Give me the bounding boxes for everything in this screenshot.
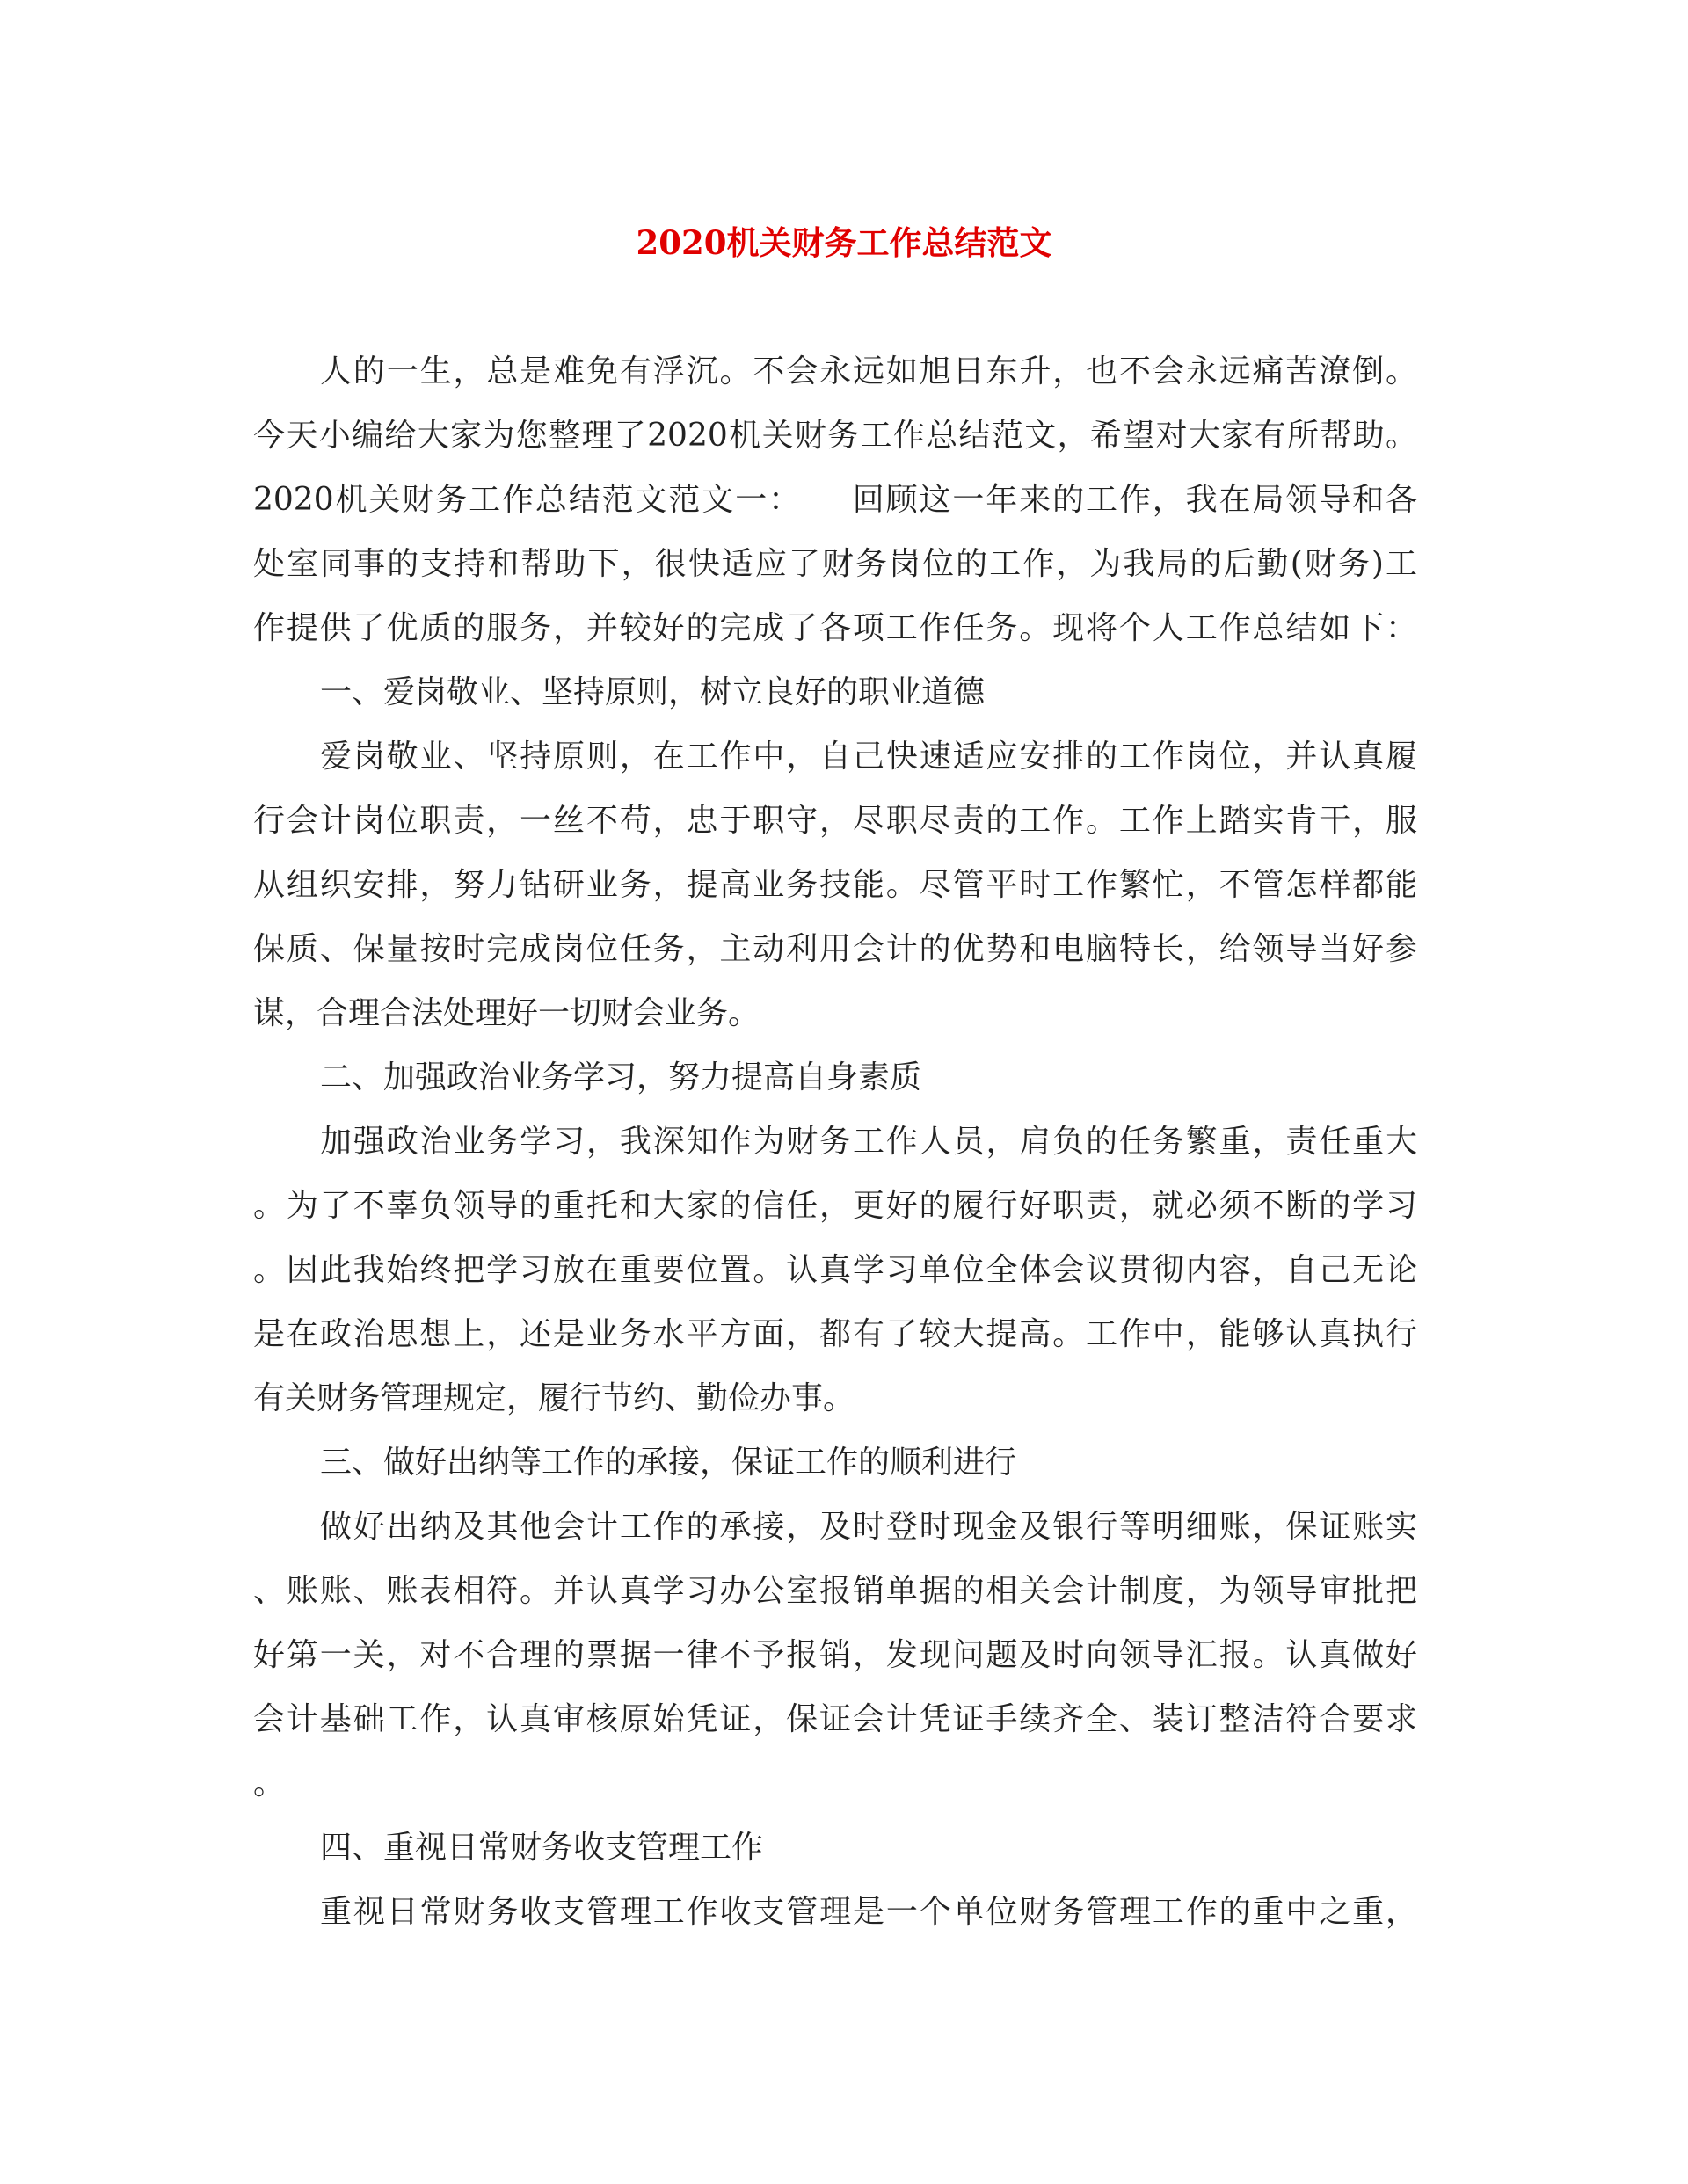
text-line: 今天小编给大家为您整理了2020机关财务工作总结范文，希望对大家有所帮助。 [253,418,1417,454]
text-line: 保质、保量按时完成岗位任务，主动利用会计的优势和电脑特长，给领导当好参 [253,931,1417,967]
document-body [253,339,1417,1944]
text-line: 行会计岗位职责，一丝不苟，忠于职守，尽职尽责的工作。工作上踏实肯干，服 [253,803,1417,839]
text-line: 谋，合理合法处理好一切财会业务。 [253,995,760,1031]
document-title: 2020机关财务工作总结范文 [636,223,1052,262]
text-line: 有关财务管理规定，履行节约、勤俭办事。 [253,1380,855,1416]
section-heading: 一、爱岗敬业、坚持原则，树立良好的职业道德 [320,674,986,710]
section-heading: 二、加强政治业务学习，努力提高自身素质 [320,1059,922,1096]
text-line: 爱岗敬业、坚持原则，在工作中，自己快速适应安排的工作岗位，并认真履 [320,739,1417,775]
text-line: 处室同事的支持和帮助下，很快适应了财务岗位的工作，为我局的后勤(财务)工 [253,546,1417,582]
text-line: 。因此我始终把学习放在重要位置。认真学习单位全体会议贯彻内容，自己无论 [253,1252,1417,1288]
text-line: 2020机关财务工作总结范文范文一： 回顾这一年来的工作，我在局领导和各 [253,482,1417,518]
section-heading: 三、做好出纳等工作的承接，保证工作的顺利进行 [320,1445,1017,1481]
text-line: 作提供了优质的服务，并较好的完成了各项工作任务。现将个人工作总结如下： [253,610,1417,646]
text-line: 从组织安排，努力钻研业务，提高业务技能。尽管平时工作繁忙，不管怎样都能 [253,867,1417,903]
text-line: 人的一生，总是难免有浮沉。不会永远如旭日东升，也不会永远痛苦潦倒。 [320,353,1417,389]
text-line: 做好出纳及其他会计工作的承接，及时登时现金及银行等明细账，保证账实 [320,1509,1417,1545]
text-line: 会计基础工作，认真审核原始凭证，保证会计凭证手续齐全、装订整洁符合要求 [253,1701,1417,1737]
text-line: 好第一关，对不合理的票据一律不予报销，发现问题及时向领导汇报。认真做好 [253,1637,1417,1673]
text-line: 、账账、账表相符。并认真学习办公室报销单据的相关会计制度，为领导审批把 [253,1573,1417,1609]
text-line: 加强政治业务学习，我深知作为财务工作人员，肩负的任务繁重，责任重大 [320,1124,1417,1160]
text-line: 重视日常财务收支管理工作收支管理是一个单位财务管理工作的重中之重， [320,1894,1417,1930]
text-line: 是在政治思想上，还是业务水平方面，都有了较大提高。工作中，能够认真执行 [253,1316,1417,1352]
section-heading: 四、重视日常财务收支管理工作 [320,1830,764,1866]
text-line: 。 [253,1765,286,1802]
text-line: 。为了不辜负领导的重托和大家的信任，更好的履行好职责，就必须不断的学习 [253,1188,1417,1224]
